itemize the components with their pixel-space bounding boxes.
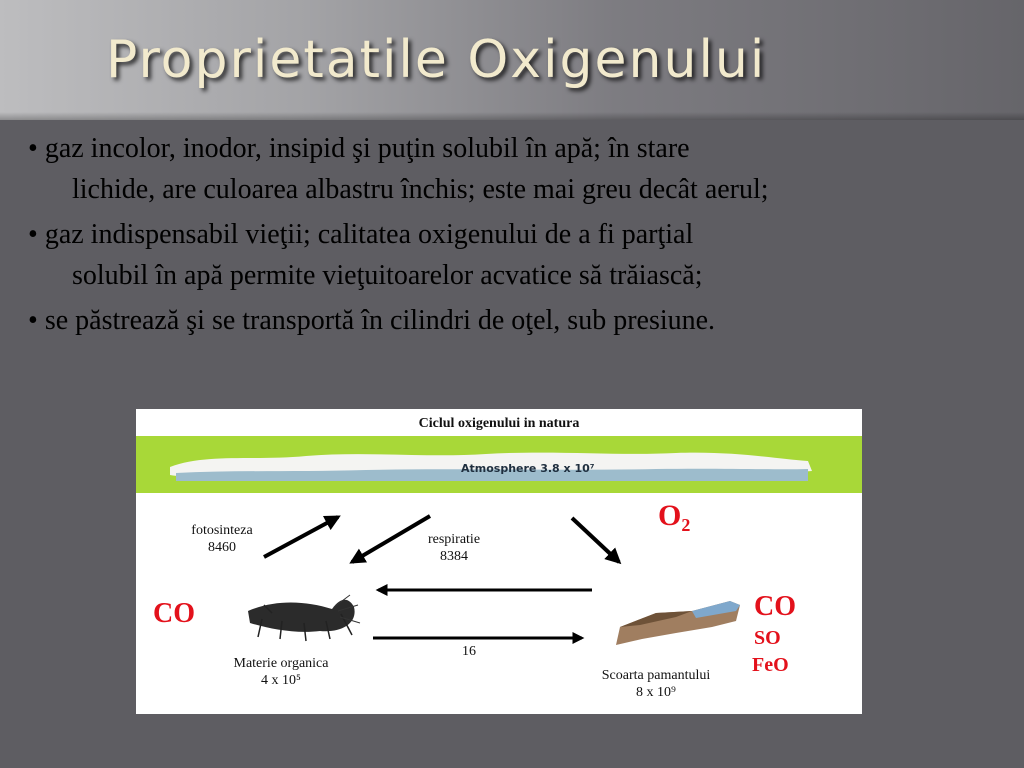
respiration-label: respiratie — [427, 532, 481, 547]
bullet-item — [28, 300, 1018, 341]
photosynthesis-value: 8460 — [208, 540, 236, 555]
bullet-marker: • — [28, 305, 38, 336]
photosynthesis-label: fotosinteza — [191, 523, 253, 538]
crust-value: 8 x 10⁹ — [636, 685, 676, 700]
bullet-item — [28, 128, 1018, 210]
oxygen-cycle-diagram — [136, 409, 862, 714]
organic-matter-image — [248, 595, 360, 641]
respiration-arrow — [352, 516, 430, 562]
crust-chem-so: SO — [754, 627, 781, 649]
bullet-list — [28, 128, 1018, 345]
oxygen-cycle-svg — [136, 409, 862, 714]
photosynthesis-arrow — [264, 517, 338, 557]
bullet-text: solubil în apă permite vieţuitoarelor acvatice să trăiască; — [72, 260, 703, 291]
o2-label: $O_2$ — [658, 499, 691, 535]
earth-crust-image — [616, 601, 740, 645]
organic-label: Materie organica — [233, 656, 329, 671]
flux-value: 16 — [462, 644, 476, 659]
atmosphere-label: Atmosphere 3.8 x 10⁷ — [461, 462, 595, 475]
respiration-value: 8384 — [440, 549, 468, 564]
bullet-text: se păstrează şi se transportă în cilindri de oţel, sub presiune. — [44, 305, 716, 336]
organic-chem-label: CO — [153, 598, 195, 629]
bullet-marker: • — [28, 133, 38, 164]
bullet-marker: • — [28, 219, 38, 250]
slide-title: Proprietatile Oxigenului — [106, 30, 767, 90]
organic-value: 4 x 10⁵ — [261, 673, 301, 688]
bullet-text: gaz indispensabil vieţii; calitatea oxigenului de a fi parţial — [44, 219, 694, 250]
bullet-item — [28, 214, 1018, 296]
crust-chem-feo: FeO — [752, 654, 789, 676]
o2-to-crust-arrow — [572, 518, 619, 562]
crust-chem-co: CO — [754, 591, 796, 622]
diagram-title: Ciclul oxigenului in natura — [418, 416, 580, 431]
bullet-text: lichide, are culoarea albastru închis; este mai greu decât aerul; — [72, 174, 769, 205]
crust-label: Scoarta pamantului — [601, 668, 711, 683]
bullet-text: gaz incolor, inodor, insipid şi puţin solubil în apă; în stare — [44, 133, 690, 164]
